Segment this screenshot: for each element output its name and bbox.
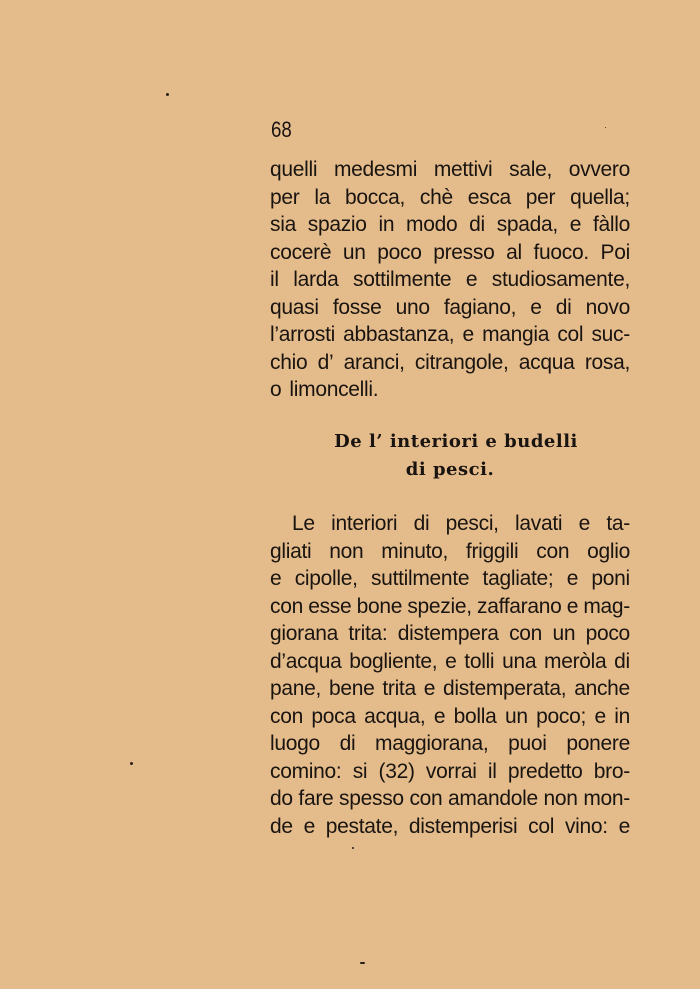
section-heading [270, 428, 630, 484]
speck-4 [605, 127, 606, 128]
text-line: o limoncelli. [270, 378, 379, 401]
text-line: quelli medesmi mettivi sale, ovvero [270, 158, 630, 181]
speck-3 [360, 962, 365, 964]
text-line: pane, bene trita e distemperata, anche [270, 677, 630, 700]
text-line: quasi fosse uno fagiano, e di novo [270, 295, 630, 319]
text-line: gliati non minuto, friggili con oglio [270, 539, 630, 563]
paragraph-1 [270, 156, 630, 404]
text-line: d’acqua bogliente, e tolli una meròla di [270, 649, 630, 673]
text-line: Le interiori di pesci, lavati e ta- [292, 512, 630, 535]
text-line: con poca acqua, e bolla un poco; e in [270, 704, 630, 728]
text-line: con esse bone spezie, zaffarano e mag- [270, 594, 630, 618]
speck-1 [166, 93, 169, 96]
speck-5 [352, 847, 354, 849]
text-line: chio d’ aranci, citrangole, acqua rosa, [270, 350, 630, 374]
heading-line-1: De l’ interiori e budelli [334, 431, 578, 452]
text-line: de e pestate, distemperisi col vino: e [270, 814, 630, 838]
text-line: e cipolle, suttilmente tagliate; e poni [270, 567, 630, 590]
speck-2 [130, 762, 133, 765]
text-line: do fare spesso con amandole non mon- [270, 787, 630, 810]
page-number: 68 [271, 117, 292, 142]
text-line: il larda sottilmente e studiosamente, [270, 268, 630, 291]
heading-line-2: di pesci. [405, 459, 495, 480]
text-line: l’arrosti abbastanza, e mangia col suc- [270, 323, 630, 346]
text-line: luogo di maggiorana, puoi ponere [270, 732, 630, 755]
text-line: comino: si (32) vorrai il predetto bro- [270, 759, 630, 783]
text-line: per la bocca, chè esca per quella; [270, 185, 630, 209]
text-line: giorana trita: distempera con un poco [270, 622, 630, 645]
text-line: sia spazio in modo di spada, e fàllo [270, 213, 630, 236]
paragraph-2 [270, 510, 630, 840]
text-line: cocerè un poco presso al fuoco. Poi [270, 240, 630, 264]
